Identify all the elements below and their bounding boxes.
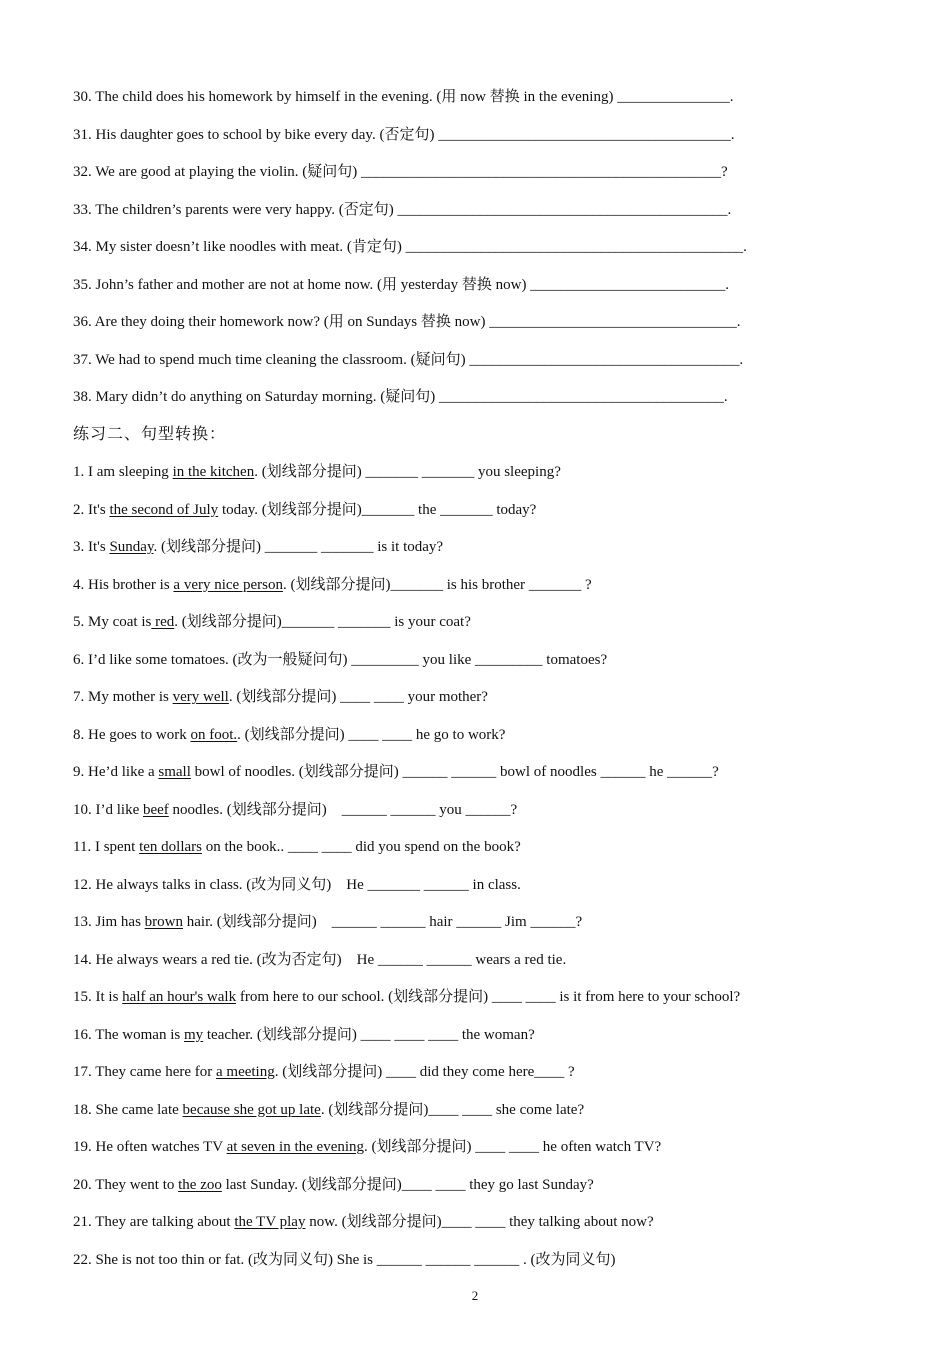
line-text: noodles. (划线部分提问) ______ ______ you ______? [168, 801, 518, 818]
line-text: 3. It's [73, 539, 110, 555]
exercise-line [73, 538, 443, 556]
line-text: 36. Are they doing their homework now? (用 on Sundays 替换 now) _________________________________. [73, 314, 741, 330]
exercise-line [73, 313, 740, 331]
underlined-phrase: at seven in the evening [226, 1139, 365, 1155]
line-text: . (划线部分提问) _______ _______ you sleeping? [254, 464, 561, 480]
line-text: 34. My sister doesn’t like noodles with meat. (肯定句) _____________________________________________. [73, 239, 747, 255]
exercise-line [73, 1063, 575, 1081]
underlined-phrase: my [183, 1026, 204, 1043]
underlined-phrase: very well [172, 689, 229, 705]
line-text: 32. We are good at playing the violin. (疑问句) ________________________________________________? [73, 164, 728, 180]
exercise-line [73, 801, 517, 819]
underlined-phrase: beef [142, 801, 169, 818]
line-text: 35. John’s father and mother are not at home now. (用 yesterday 替换 now) __________________________. [73, 276, 729, 293]
line-text: 14. He always wears a red tie. (改为否定句) He ______ ______ wears a red tie. [73, 951, 567, 968]
page-number: 2 [471, 1288, 479, 1303]
line-text: teacher. (划线部分提问) ____ ____ ____ the woman? [203, 1026, 535, 1043]
line-text: . (划线部分提问)_______ is his brother _______ ? [282, 576, 592, 593]
exercise-line [73, 913, 582, 931]
line-text: on the book.. ____ ____ did you spend on the book? [202, 839, 521, 855]
line-text: 15. It is [73, 989, 123, 1005]
line-text: . (划线部分提问) ____ did they come here____ ? [274, 1064, 575, 1080]
exercise-line [73, 463, 561, 481]
section-heading: 练习二、句型转换： [73, 424, 227, 443]
exercise-line [73, 763, 719, 781]
line-text: 37. We had to spend much time cleaning the classroom. (疑问句) ____________________________________. [73, 351, 744, 368]
exercise-line [73, 613, 471, 631]
exercise-line [73, 1101, 584, 1119]
exercise-line [73, 1026, 535, 1044]
exercise-line [73, 838, 521, 856]
line-text: 11. I spent [73, 839, 140, 855]
line-text: . (划线部分提问)____ ____ she come late? [320, 1101, 585, 1118]
exercise-line [73, 1251, 615, 1269]
line-text: hair. (划线部分提问) ______ ______ hair ______ Jim ______? [183, 914, 583, 930]
line-text: 5. My coat is [73, 614, 152, 630]
line-text: 16. The woman is [73, 1026, 184, 1043]
line-text: 6. I’d like some tomatoes. (改为一般疑问句) _________ you like _________ tomatoes? [73, 651, 608, 668]
exercise-line [73, 576, 592, 594]
exercise-line [73, 1176, 594, 1194]
line-text: today. (划线部分提问)_______ the _______ today? [218, 501, 537, 518]
underlined-phrase: because she got up late [182, 1101, 321, 1118]
underlined-phrase: in the kitchen [172, 464, 255, 480]
line-text: bowl of noodles. (划线部分提问) ______ ______ bowl of noodles ______ he ______? [190, 764, 719, 780]
exercise-line [73, 88, 733, 106]
underlined-phrase: the zoo [178, 1176, 222, 1193]
underlined-phrase: the second of July [109, 501, 219, 518]
line-text: 21. They are talking about [73, 1214, 235, 1230]
line-text: 10. I’d like [73, 801, 143, 818]
line-text: last Sunday. (划线部分提问)____ ____ they go last Sunday? [221, 1176, 594, 1193]
line-text: 12. He always talks in class. (改为同义句) He _______ ______ in class. [73, 876, 521, 893]
line-text: . (划线部分提问)_______ _______ is your coat? [174, 614, 471, 630]
underlined-phrase: brown [144, 914, 183, 930]
underlined-phrase: a meeting [216, 1064, 275, 1080]
line-text: 38. Mary didn’t do anything on Saturday morning. (疑问句) ______________________________________. [73, 389, 728, 405]
exercise-line [73, 388, 728, 406]
exercise-line [73, 1138, 661, 1156]
exercise-line [73, 988, 740, 1006]
exercise-line [73, 163, 728, 181]
line-text: 33. The children’s parents were very happy. (否定句) ____________________________________________. [73, 201, 732, 218]
line-text: 22. She is not too thin or fat. (改为同义句) She is ______ ______ ______ . (改为同义句) [73, 1251, 616, 1268]
exercise-line [73, 651, 607, 669]
line-text: 30. The child does his homework by himself in the evening. (用 now 替换 in the evening) _______________. [73, 89, 734, 105]
underlined-phrase: ten dollars [139, 839, 203, 855]
underlined-phrase: red [151, 614, 175, 630]
line-text: 8. He goes to work [73, 726, 191, 743]
underlined-phrase: half an hour's walk [122, 989, 237, 1005]
line-text: 7. My mother is [73, 689, 173, 705]
exercise-line [73, 688, 488, 706]
line-text: . (划线部分提问) ____ ____ your mother? [228, 689, 488, 705]
underlined-phrase: Sunday [109, 539, 154, 555]
exercise-line [73, 351, 743, 369]
underlined-phrase: a very nice person [173, 576, 283, 593]
line-text: . (划线部分提问) ____ ____ he go to work? [237, 726, 506, 743]
line-text: from here to our school. (划线部分提问) ____ ____ is it from here to your school? [236, 989, 741, 1005]
line-text: 19. He often watches TV [73, 1139, 227, 1155]
line-text: 31. His daughter goes to school by bike every day. (否定句) _______________________________________. [73, 126, 735, 143]
line-text: 1. I am sleeping [73, 464, 173, 480]
underlined-phrase: small [158, 764, 191, 780]
line-text: 4. His brother is [73, 576, 174, 593]
line-text: 18. She came late [73, 1101, 183, 1118]
exercise-line [73, 1213, 654, 1231]
line-text: 20. They went to [73, 1176, 179, 1193]
exercise-line [73, 126, 734, 144]
underlined-phrase: on foot. [190, 726, 238, 743]
line-text: 17. They came here for [73, 1064, 216, 1080]
underlined-phrase: the TV play [234, 1214, 306, 1230]
exercise-line [73, 238, 747, 256]
line-text: now. (划线部分提问)____ ____ they talking about now? [305, 1214, 654, 1230]
line-text: . (划线部分提问) ____ ____ he often watch TV? [364, 1139, 662, 1155]
exercise-line [73, 951, 566, 969]
exercise-line [73, 726, 505, 744]
exercise-line [73, 501, 536, 519]
exercise-line [73, 201, 731, 219]
exercise-line [73, 276, 729, 294]
line-text: 9. He’d like a [73, 764, 159, 780]
line-text: . (划线部分提问) _______ _______ is it today? [153, 539, 444, 555]
line-text: 2. It's [73, 501, 110, 518]
exercise-line [73, 876, 521, 894]
line-text: 13. Jim has [73, 914, 145, 930]
